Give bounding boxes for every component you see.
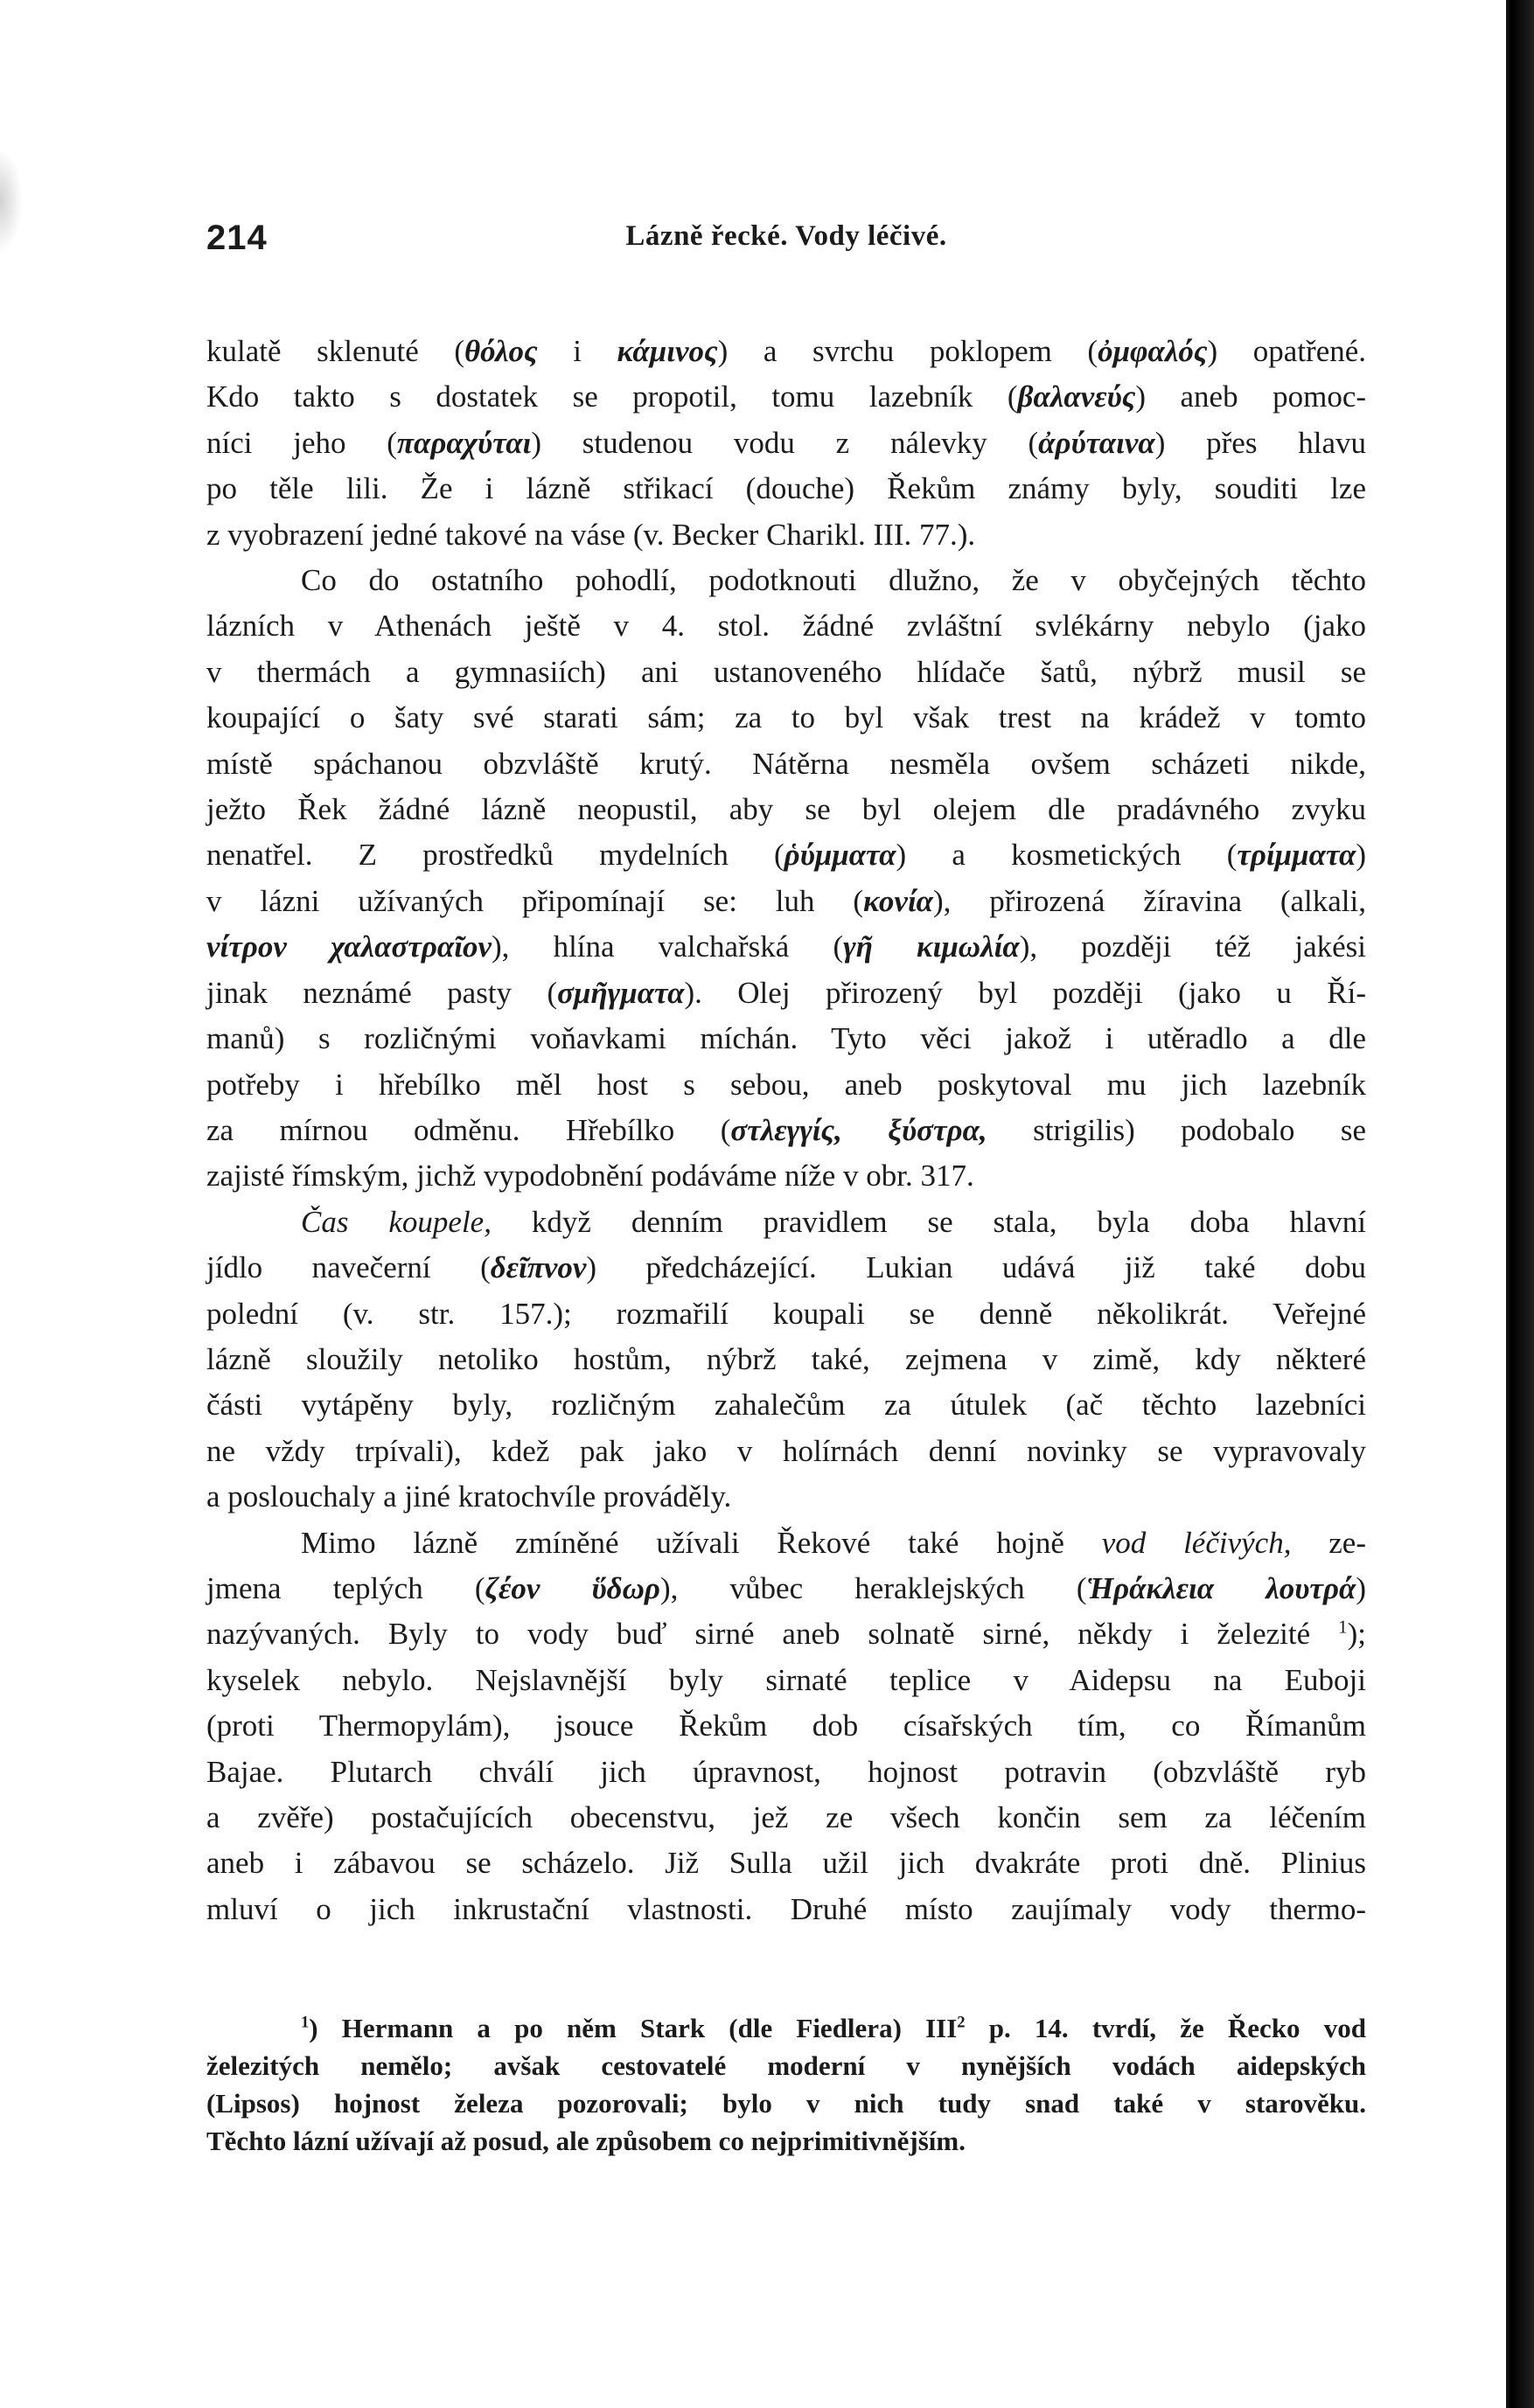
text-line: $^1$) Hermann a po něm Stark (dle Fiedlera) III$^2$ p. 14. tvrdí, že Řecko vod [301,2013,1366,2044]
italic-term: Čas koupele, [301,1204,492,1239]
greek-term: ἀρύταινα [1038,425,1155,460]
text-line: místě spáchanou obzvláště krutý. Nátěrna nesměla ovšem scházeti nikde, [206,746,1366,781]
greek-term: ῥύμματα [784,838,896,873]
footnote-1 [206,2009,1366,2160]
text-line: Kdo takto s dostatek se propotil, tomu lazebník (βαλανεύς) aneb pomoc- [206,379,1367,414]
paragraph [206,1521,1366,1933]
text-line: z vyobrazení jedné takové na váse (v. Becker Charikl. III. 77.). [206,517,976,552]
greek-term: βαλανεύς [1017,379,1136,414]
footnote-ref: 1 [301,2013,310,2032]
footnotes [206,2009,1366,2160]
text-line: a poslouchaly a jiné kratochvíle prováděly. [206,1479,732,1514]
paragraph [206,558,1366,1200]
page-header [206,219,1366,271]
text-line: nazývaných. Byly to vody buď sirné aneb solnatě sirné, někdy i železité $^1$); [206,1616,1366,1652]
body-text [206,329,1366,1932]
greek-term: κάμινος [617,334,718,368]
text-line: νίτρον χαλαστραῖον), hlína valchařská (γῆ κιμωλία), později též jakési [206,929,1367,964]
text-line: lázních v Athenách ještě v 4. stol. žádné zvláštní svlékárny nebylo (jako [206,609,1366,644]
greek-term: Ἡράκλεια λουτρά [1086,1570,1356,1605]
text-line: kulatě sklenuté (θόλος i κάμινος) a svrchu poklopem (ὀμφαλός) opatřené. [206,334,1367,368]
text-line: kyselek nebylo. Nejslavnější byly sirnaté teplice v Aidepsu na Euboji [206,1662,1366,1697]
text-line: aneb i zábavou se scházelo. Již Sulla užil jich dvakráte proti dně. Plinius [206,1846,1366,1881]
text-line: manů) s rozličnými voňavkami míchán. Tyto věci jakož i utěradlo a dle [206,1021,1366,1056]
footnote-ref: 2 [957,2013,966,2032]
text-line: za mírnou odměnu. Hřebílko (στλεγγίς, ξύστρα, strigilis) podobalo se [206,1112,1366,1147]
text-line: lázně sloužily netoliko hostům, nýbrž také, zejmena v zimě, kdy některé [206,1341,1366,1376]
text-line: koupající o šaty své starati sám; za to byl však trest na krádež v tomto [206,700,1366,735]
text-line: a zvěře) postačujících obecenstvu, jež ze všech končin sem za léčením [206,1800,1366,1834]
greek-term: παραχύται [396,425,532,460]
text-line: potřeby i hřebílko měl host s sebou, aneb poskytoval mu jich lazebník [206,1067,1366,1102]
text-line: polední (v. str. 157.); rozmařilí koupali se denně několikrát. Veřejné [206,1296,1366,1331]
greek-term: στλεγγίς, ξύστρα, [730,1112,987,1147]
text-line: železitých nemělo; avšak cestovatelé moderní v nynějších vodách aidepských [206,2050,1366,2082]
text-line: v lázni užívaných připomínají se: luh (κονία), přirozená žíravina (alkali, [206,883,1366,918]
footnote-ref: 1 [1338,1616,1348,1638]
greek-term: σμῆγματα [557,975,685,1010]
text-line: (proti Thermopylám), jsouce Řekům dob císařských tím, co Římanům [206,1709,1366,1743]
text-line: Těchto lázní užívají až posud, ale způsobem co nejprimitivnějším. [206,2126,966,2157]
text-line: po těle lili. Že i lázně střikací (douche) Řekům známy byly, souditi lze [206,471,1366,506]
book-page [206,219,1366,2160]
page-number: 214 [206,219,268,257]
text-line: jinak neznámé pasty (σμῆγματα). Olej přirozený byl později (jako u Ří- [206,975,1366,1010]
text-line: jídlo navečerní (δεῖπνον) předcházející. Lukian udává již také dobu [206,1250,1366,1285]
greek-term: ὀμφαλός [1098,334,1208,368]
text-line: části vytápěny byly, rozličným zahalečům za útulek (ač těchto lazebníci [206,1388,1366,1423]
greek-term: θόλος [464,334,538,368]
greek-term: νίτρον χαλαστραῖον [206,929,492,964]
text-line: v thermách a gymnasiích) ani ustanoveného hlídače šatů, nýbrž musil se [206,654,1366,689]
text-line: Čas koupele, když denním pravidlem se stala, byla doba hlavní [301,1204,1367,1239]
greek-term: γῆ κιμωλία [843,929,1020,964]
paragraph [206,329,1366,558]
text-line: (Lipsos) hojnost železa pozorovali; bylo v nich tudy snad také v starověku. [206,2088,1366,2119]
greek-term: κονία [863,883,934,918]
text-line: Co do ostatního pohodlí, podotknouti dlužno, že v obyčejných těchto [301,563,1366,598]
scan-border [1506,0,1534,2408]
greek-term: δεῖπνον [490,1250,587,1285]
text-line: mluví o jich inkrustační vlastnosti. Druhé místo zaujímaly vody thermo- [206,1891,1366,1926]
greek-term: τρίμματα [1237,838,1356,873]
text-line: ježto Řek žádné lázně neopustil, aby se byl olejem dle pradávného zvyku [206,792,1366,827]
greek-term: ζέον ὕδωρ [485,1570,660,1605]
scan-smudge [0,149,23,254]
text-line: Mimo lázně zmíněné užívali Řekové také hojně vod léčivých, ze- [301,1525,1366,1560]
italic-term: vod léčivých, [1101,1525,1292,1560]
text-line: ne vždy trpívali), kdež pak jako v holírnách denní novinky se vypravovaly [206,1433,1366,1468]
text-line: zajisté římským, jichž vypodobnění podáváme níže v obr. 317. [206,1159,974,1194]
running-title: Lázně řecké. Vody léčivé. [625,220,947,252]
text-line: nenatřel. Z prostředků mydelních (ῥύμματα) a kosmetických (τρίμματα) [206,838,1366,873]
text-line: níci jeho (παραχύται) studenou vodu z nálevky (ἀρύταινα) přes hlavu [206,425,1366,460]
text-line: jmena teplých (ζέον ὕδωρ), vůbec heraklejských (Ἡράκλεια λουτρά) [206,1570,1366,1605]
text-line: Bajae. Plutarch chválí jich úpravnost, hojnost potravin (obzvláště ryb [206,1754,1366,1789]
paragraph [206,1200,1366,1521]
